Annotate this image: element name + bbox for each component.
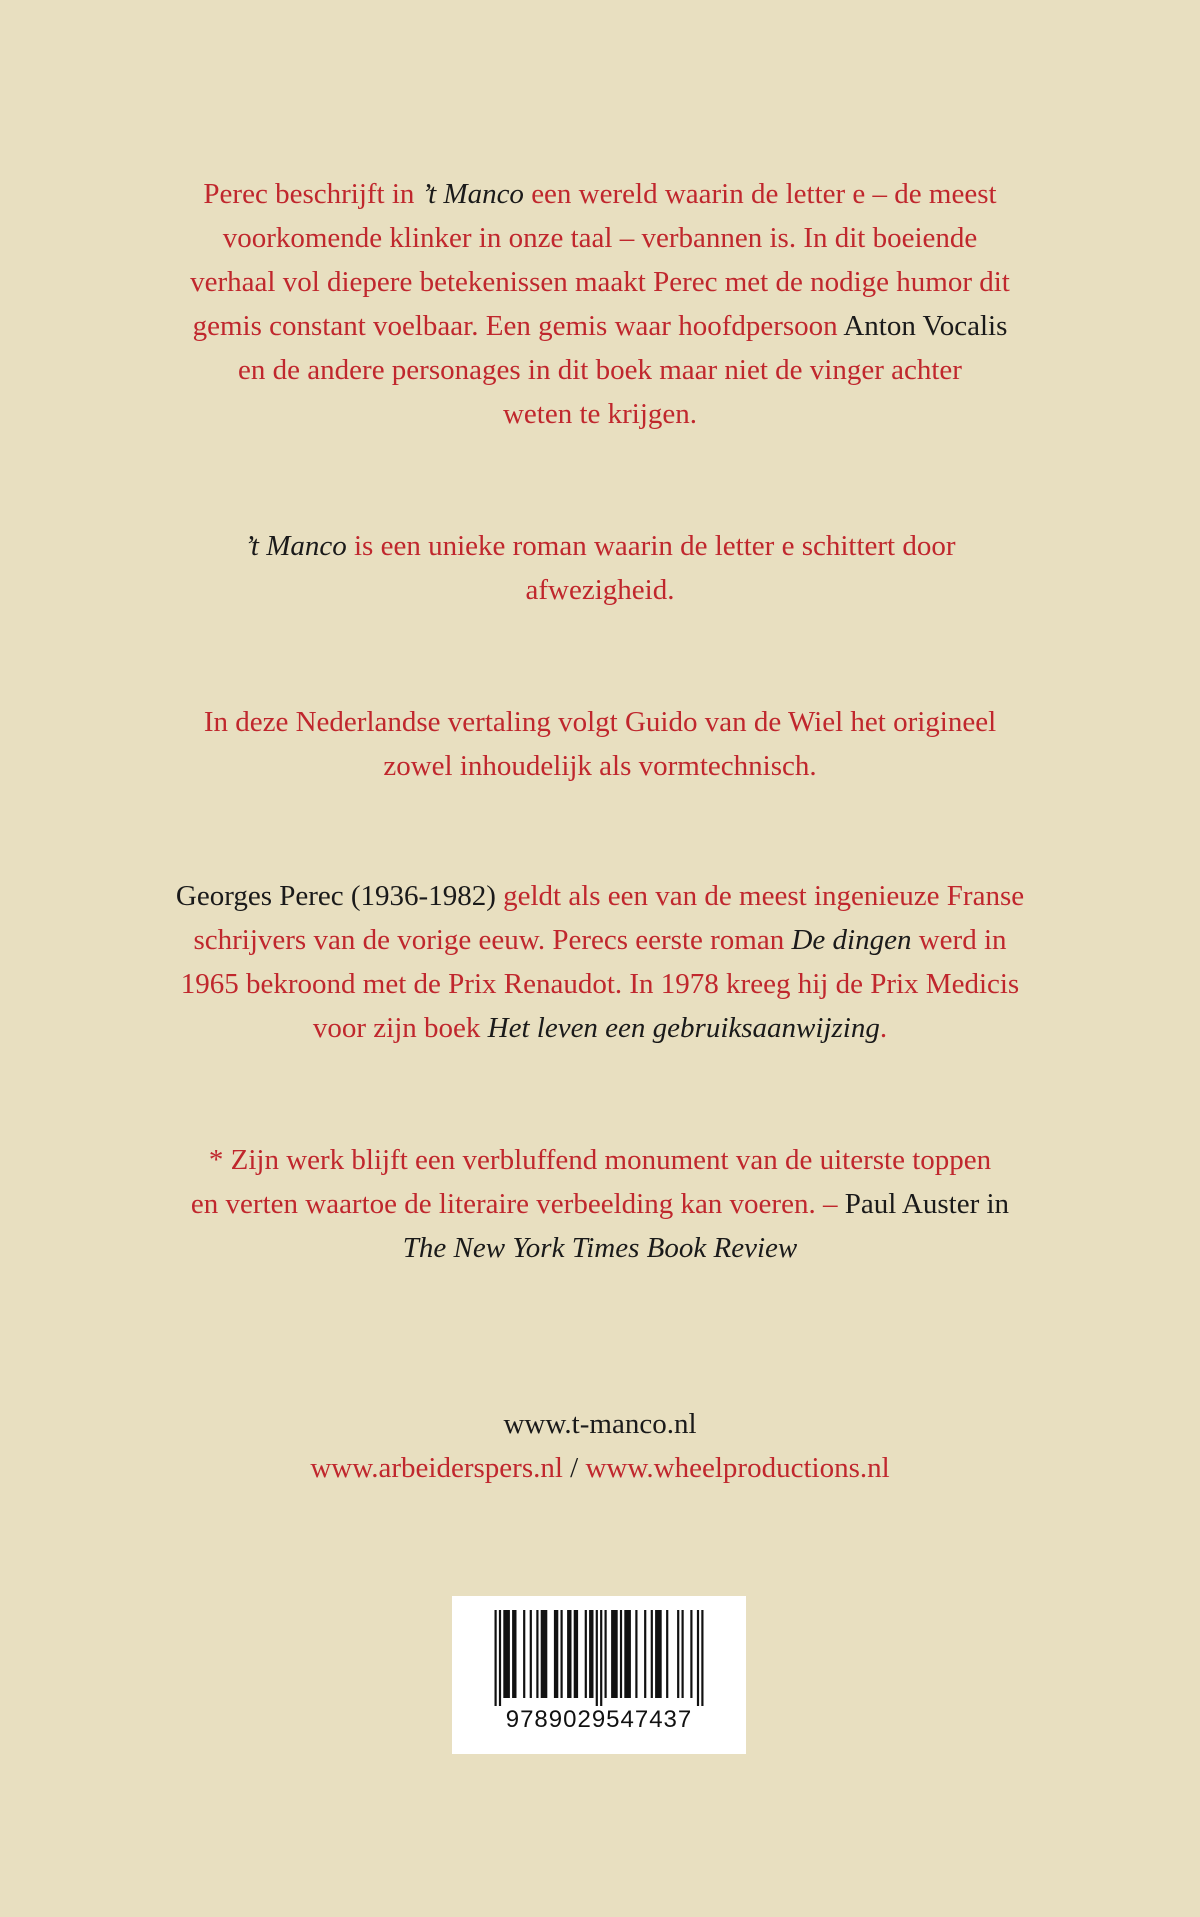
barcode-bar <box>541 1610 548 1698</box>
blurb-p1-line: en de andere personages in dit boek maar niet de vinger achter <box>238 354 962 386</box>
review-quote-line <box>191 1188 1009 1220</box>
blurb-p1-line: weten te krijgen. <box>502 398 698 430</box>
book-title-italic: ’t Manco <box>244 530 347 562</box>
barcode-bar <box>499 1610 501 1706</box>
isbn-barcode <box>452 1596 746 1754</box>
barcode-bar <box>574 1610 578 1698</box>
link-t-manco[interactable]: www.t-manco.nl <box>503 1408 697 1440</box>
barcode-bar <box>666 1610 668 1698</box>
link-arbeiderspers[interactable]: www.arbeiderspers.nl <box>310 1452 563 1484</box>
barcode-bar <box>611 1610 618 1698</box>
barcode-bar <box>624 1610 631 1698</box>
protagonist-name: Anton Vocalis <box>843 310 1008 342</box>
website-links-line <box>310 1452 889 1484</box>
barcode-bar <box>620 1610 622 1698</box>
blurb-paragraph-2 <box>100 524 1100 612</box>
barcode-bar <box>635 1610 637 1698</box>
barcode-bar <box>585 1610 587 1698</box>
text-run: is een unieke roman waarin de letter e schittert door <box>346 530 956 562</box>
translation-note <box>100 700 1100 788</box>
barcode-bar <box>677 1610 679 1698</box>
review-quote-line: * Zijn werk blijft een verbluffend monument van de uiterste toppen <box>208 1144 992 1176</box>
isbn-number: 9789029547437 <box>505 1706 693 1733</box>
quote-attribution: Paul Auster in <box>844 1188 1010 1220</box>
blurb-p1-line <box>203 178 996 210</box>
barcode-bar <box>600 1610 602 1706</box>
review-quote <box>100 1138 1100 1270</box>
translation-note-line: zowel inhoudelijk als vormtechnisch. <box>383 750 817 782</box>
blurb-p1-line: verhaal vol diepere betekenissen maakt Perec met de nodige humor dit <box>190 266 1010 298</box>
website-links <box>100 1402 1100 1490</box>
text-run: een wereld waarin de letter e – de meest <box>523 178 997 210</box>
text-run: geldt als een van de meest ingenieuze Franse <box>495 880 1025 912</box>
barcode-bar <box>512 1610 516 1698</box>
barcode-bars <box>466 1610 732 1706</box>
text-run: Perec beschrijft in <box>203 178 422 210</box>
barcode-bar <box>536 1610 538 1698</box>
barcode-bar <box>697 1610 699 1706</box>
author-bio-line <box>313 1012 887 1044</box>
barcode-bar <box>561 1610 563 1698</box>
blurb-p2-line: afwezigheid. <box>525 574 675 606</box>
author-bio-line <box>176 880 1024 912</box>
barcode-bar <box>523 1610 525 1698</box>
blurb-p1-line <box>193 310 1008 342</box>
barcode-bar <box>503 1610 510 1698</box>
barcode-bar <box>701 1610 703 1706</box>
barcode-bar <box>655 1610 662 1698</box>
barcode-bar <box>596 1610 598 1706</box>
book-title-italic: Het leven een gebruiksaanwijzing <box>487 1012 880 1044</box>
barcode-bar <box>589 1610 593 1698</box>
barcode-bar <box>690 1610 692 1698</box>
author-bio-line <box>193 924 1006 956</box>
text-run: gemis constant voelbaar. Een gemis waar hoofdpersoon <box>192 310 844 342</box>
book-title-italic: De dingen <box>791 924 912 956</box>
link-separator: / <box>562 1452 586 1484</box>
author-bio-line: 1965 bekroond met de Prix Renaudot. In 1978 kreeg hij de Prix Medicis <box>180 968 1020 1000</box>
text-run: voor zijn boek <box>312 1012 488 1044</box>
barcode-bar <box>567 1610 571 1698</box>
blurb-p2-line <box>244 530 955 562</box>
barcode-bar <box>495 1610 497 1706</box>
translation-note-line: In deze Nederlandse vertaling volgt Guido van de Wiel het origineel <box>203 706 997 738</box>
barcode-bar <box>644 1610 646 1698</box>
barcode-bar <box>530 1610 532 1698</box>
author-name: Georges Perec (1936-1982) <box>175 880 496 912</box>
text-run: . <box>879 1012 888 1044</box>
blurb-p1-line: voorkomende klinker in onze taal – verbannen is. In dit boeiende <box>222 222 978 254</box>
barcode-bar <box>682 1610 684 1698</box>
author-bio <box>100 874 1100 1050</box>
barcode-bar <box>605 1610 607 1698</box>
publication-title-italic: The New York Times Book Review <box>402 1232 798 1264</box>
barcode-bar <box>651 1610 653 1698</box>
text-run: werd in <box>911 924 1007 956</box>
text-run: schrijvers van de vorige eeuw. Perecs eerste roman <box>193 924 792 956</box>
book-title-italic: ’t Manco <box>421 178 524 210</box>
text-run: en verten waartoe de literaire verbeelding kan voeren. – <box>190 1188 845 1220</box>
link-wheelproductions[interactable]: www.wheelproductions.nl <box>585 1452 890 1484</box>
barcode-bar <box>554 1610 558 1698</box>
blurb-paragraph-1 <box>100 172 1100 436</box>
